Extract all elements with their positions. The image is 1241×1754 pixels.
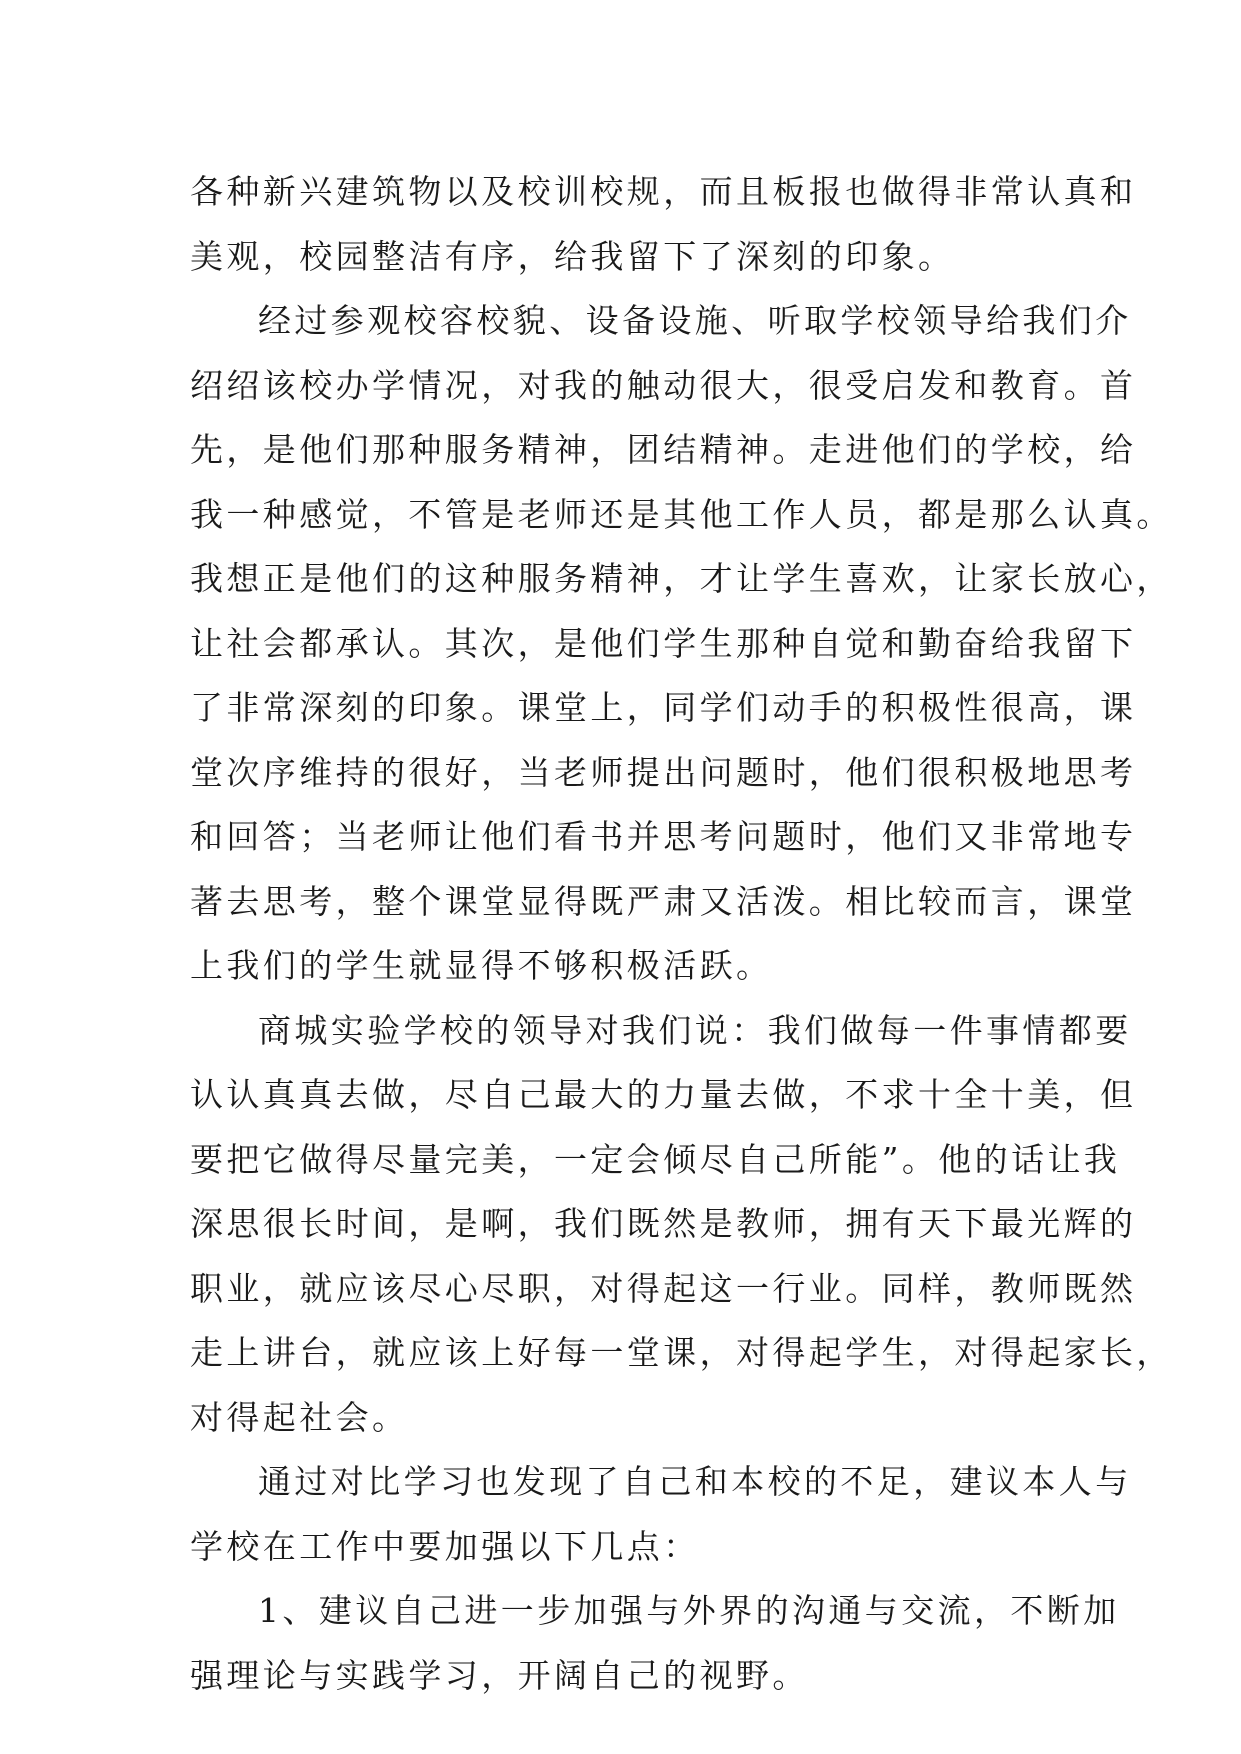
text-line: 美观，校园整洁有序，给我留下了深刻的印象。 xyxy=(190,236,955,276)
text-line: 走上讲台，就应该上好每一堂课，对得起学生，对得起家长， xyxy=(190,1333,1173,1372)
text-line: 我想正是他们的这种服务精神，才让学生喜欢，让家长放心， xyxy=(190,559,1173,598)
text-line: 学校在工作中要加强以下几点： xyxy=(190,1526,700,1566)
text-line: 1、建议自己进一步加强与外界的沟通与交流，不断加 xyxy=(258,1591,1120,1630)
text-line: 职业，就应该尽心尽职，对得起这一行业。同样，教师既然 xyxy=(190,1268,1137,1308)
text-line: 我一种感觉，不管是老师还是其他工作人员，都是那么认真。 xyxy=(190,494,1173,534)
text-line: 让社会都承认。其次，是他们学生那种自觉和勤奋给我留下 xyxy=(190,623,1137,663)
text-line: 先，是他们那种服务精神，团结精神。走进他们的学校，给 xyxy=(190,430,1137,469)
text-line: 深思很长时间，是啊，我们既然是教师，拥有天下最光辉的 xyxy=(190,1204,1137,1243)
text-line: 强理论与实践学习，开阔自己的视野。 xyxy=(190,1655,809,1695)
text-line: 绍绍该校办学情况，对我的触动很大，很受启发和教育。首 xyxy=(190,365,1137,405)
text-line: 认认真真去做，尽自己最大的力量去做，不求十全十美，但 xyxy=(190,1075,1137,1114)
text-line: 通过对比学习也发现了自己和本校的不足，建议本人与 xyxy=(258,1462,1132,1501)
text-line: 要把它做得尽量完美，一定会倾尽自己所能”。他的话让我 xyxy=(190,1139,1121,1179)
text-line: 堂次序维持的很好，当老师提出问题时，他们很积极地思考 xyxy=(190,752,1137,792)
text-line: 各种新兴建筑物以及校训校规，而且板报也做得非常认真和 xyxy=(190,172,1137,211)
text-line: 和回答；当老师让他们看书并思考问题时，他们又非常地专 xyxy=(190,817,1137,856)
text-line: 著去思考，整个课堂显得既严肃又活泼。相比较而言，课堂 xyxy=(190,881,1137,921)
text-line: 了非常深刻的印象。课堂上，同学们动手的积极性很高，课 xyxy=(190,688,1137,727)
text-line: 经过参观校容校貌、设备设施、听取学校领导给我们介 xyxy=(258,301,1132,340)
text-line: 上我们的学生就显得不够积极活跃。 xyxy=(190,946,773,985)
text-line: 对得起社会。 xyxy=(190,1397,409,1437)
document-body xyxy=(190,160,1173,1708)
text-line: 商城实验学校的领导对我们说：我们做每一件事情都要 xyxy=(258,1010,1132,1050)
